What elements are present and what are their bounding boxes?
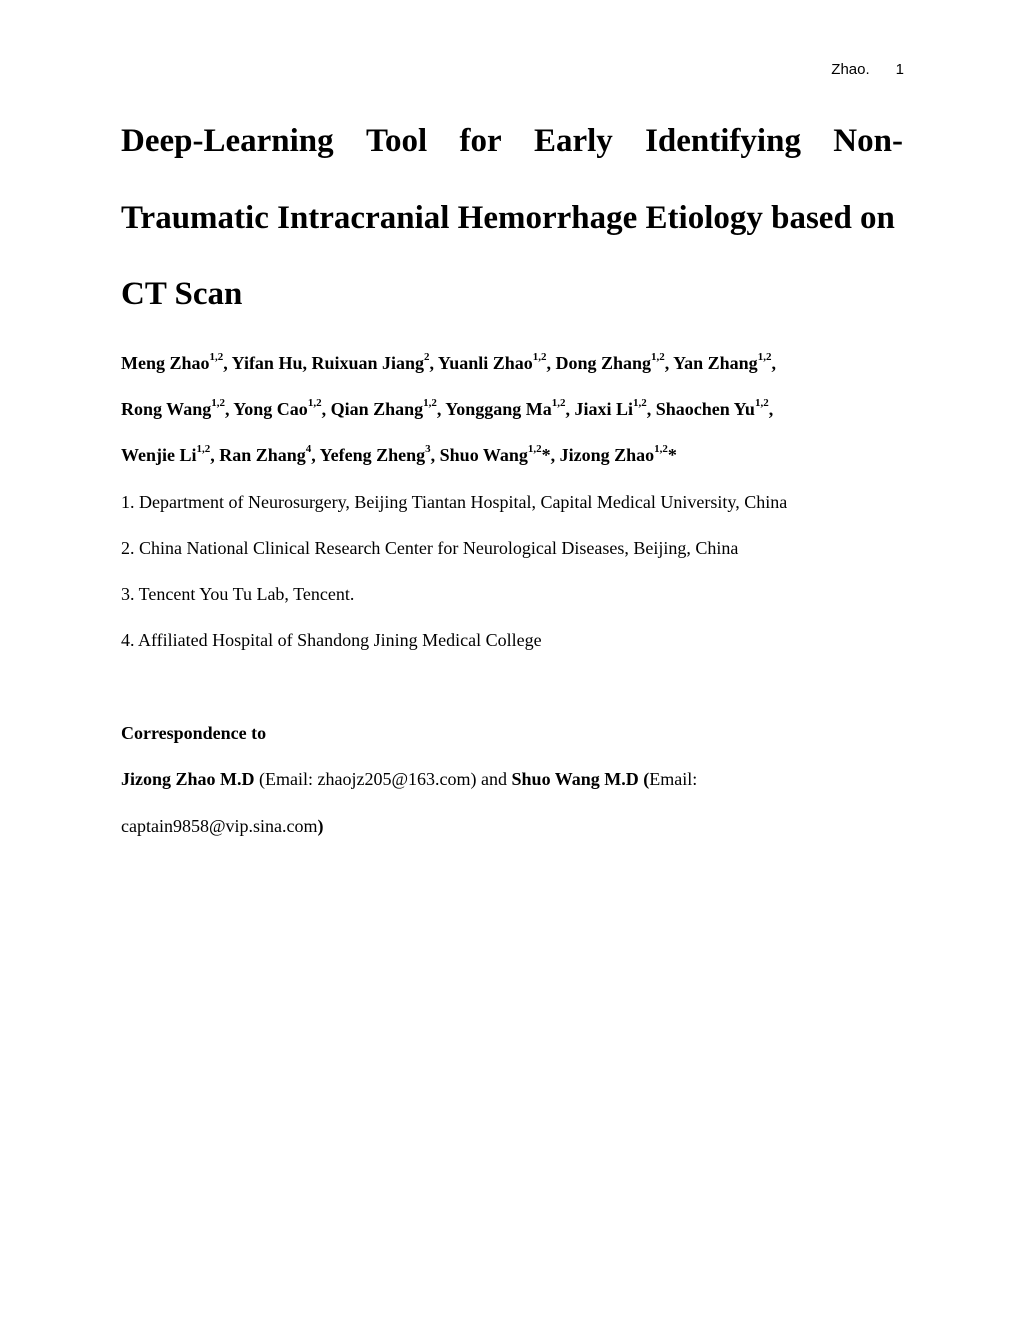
- corresponding-mark: *: [541, 445, 551, 465]
- correspondence-email-1: (Email: zhaojz205@163.com) and: [254, 769, 512, 789]
- affiliation-4: 4. Affiliated Hospital of Shandong Jining Medical College: [121, 630, 542, 650]
- author-name: Jizong Zhao: [559, 445, 655, 465]
- title-word: Identifying: [645, 123, 801, 159]
- title-word: Tool: [365, 123, 428, 159]
- title-word: for: [459, 123, 502, 159]
- author-name: Ran Zhang: [219, 445, 306, 465]
- author-name: Qian Zhang: [330, 399, 424, 419]
- title-word: Deep-Learning: [121, 123, 334, 159]
- correspondence-line-2: [121, 814, 324, 838]
- correspondence-name-1: Jizong Zhao M.D: [121, 769, 255, 789]
- author-name: Ruixuan Jiang: [311, 353, 425, 373]
- author-name: Rong Wang: [121, 399, 212, 419]
- affiliation-2: 2. China National Clinical Research Center for Neurological Diseases, Beijing, China: [121, 538, 739, 558]
- author-name: Shaochen Yu: [655, 399, 755, 419]
- author-name: Wenjie Li: [121, 445, 197, 465]
- author-name: Yong Cao: [233, 399, 308, 419]
- close-paren: ): [317, 816, 324, 836]
- author-name: Yifan Hu: [231, 353, 303, 373]
- title-line-3: CT Scan: [121, 276, 243, 312]
- title-line-1: [121, 121, 903, 161]
- title-word: Non-: [833, 123, 903, 159]
- author-line-3: Wenjie Li$^{1,2}$, Ran Zhang$^4$, Yefeng Zheng$^3$, Shuo Wang$^{1,2}$*, Jizong Zhao$^{1,2}$*: [121, 443, 677, 465]
- author-name: Jiaxi Li: [574, 399, 633, 419]
- author-affiliation-sup: 1,2: [754, 397, 769, 409]
- author-affiliation-sup: 1,2: [527, 443, 542, 455]
- author-name: Yuanli Zhao: [437, 353, 533, 373]
- author-name: Shuo Wang: [439, 445, 528, 465]
- author-affiliation-sup: 1,2: [651, 351, 665, 363]
- correspondence-line-1: [121, 767, 697, 791]
- title-line-2: Traumatic Intracranial Hemorrhage Etiology based on: [121, 200, 895, 236]
- correspondence-email-2: captain9858@vip.sina.com: [121, 816, 318, 836]
- author-affiliation-sup: 4: [305, 443, 312, 455]
- author-name: Yefeng Zheng: [319, 445, 426, 465]
- author-line-1: Meng Zhao$^{1,2}$, Yifan Hu, Ruixuan Jiang$^2$, Yuanli Zhao$^{1,2}$, Dong Zhang$^{1,2}$, Yan Zhang$^{1,2}$,: [121, 351, 776, 373]
- author-affiliation-sup: 1,2: [632, 397, 647, 409]
- author-affiliation-sup: 3: [425, 443, 431, 455]
- author-affiliation-sup: 1,2: [196, 443, 211, 455]
- author-affiliation-sup: 2: [424, 351, 430, 363]
- open-paren: (: [638, 769, 650, 789]
- affiliation-3: 3. Tencent You Tu Lab, Tencent.: [121, 584, 355, 604]
- correspondence-name-2: Shuo Wang M.D: [511, 769, 639, 789]
- page-number: 1: [895, 61, 904, 78]
- author-affiliation-sup: 1,2: [209, 351, 224, 363]
- running-header: [831, 61, 904, 78]
- affiliation-1: 1. Department of Neurosurgery, Beijing Tiantan Hospital, Capital Medical University, China: [121, 492, 788, 512]
- author-name: Yan Zhang: [673, 353, 758, 373]
- author-line-2: Rong Wang$^{1,2}$, Yong Cao$^{1,2}$, Qian Zhang$^{1,2}$, Yonggang Ma$^{1,2}$, Jiaxi Li$^{1,2}$, Shaochen Yu$^{1,2}$,: [121, 397, 774, 419]
- author-affiliation-sup: 1,2: [423, 397, 437, 409]
- author-affiliation-sup: 1,2: [551, 397, 566, 409]
- author-name: Yonggang Ma: [445, 399, 552, 419]
- author-affiliation-sup: 1,2: [757, 351, 772, 363]
- correspondence-heading: Correspondence to: [121, 723, 267, 743]
- email-label: Email:: [649, 769, 698, 789]
- corresponding-mark: *: [667, 445, 677, 465]
- author-name: Dong Zhang: [555, 353, 652, 373]
- author-affiliation-sup: 1,2: [532, 351, 547, 363]
- author-affiliation-sup: 1,2: [211, 397, 225, 409]
- author-affiliation-sup: 1,2: [654, 443, 668, 455]
- header-author: Zhao.: [831, 61, 870, 78]
- author-name: Meng Zhao: [121, 353, 210, 373]
- title-word: Early: [533, 123, 613, 159]
- author-affiliation-sup: 1,2: [307, 397, 322, 409]
